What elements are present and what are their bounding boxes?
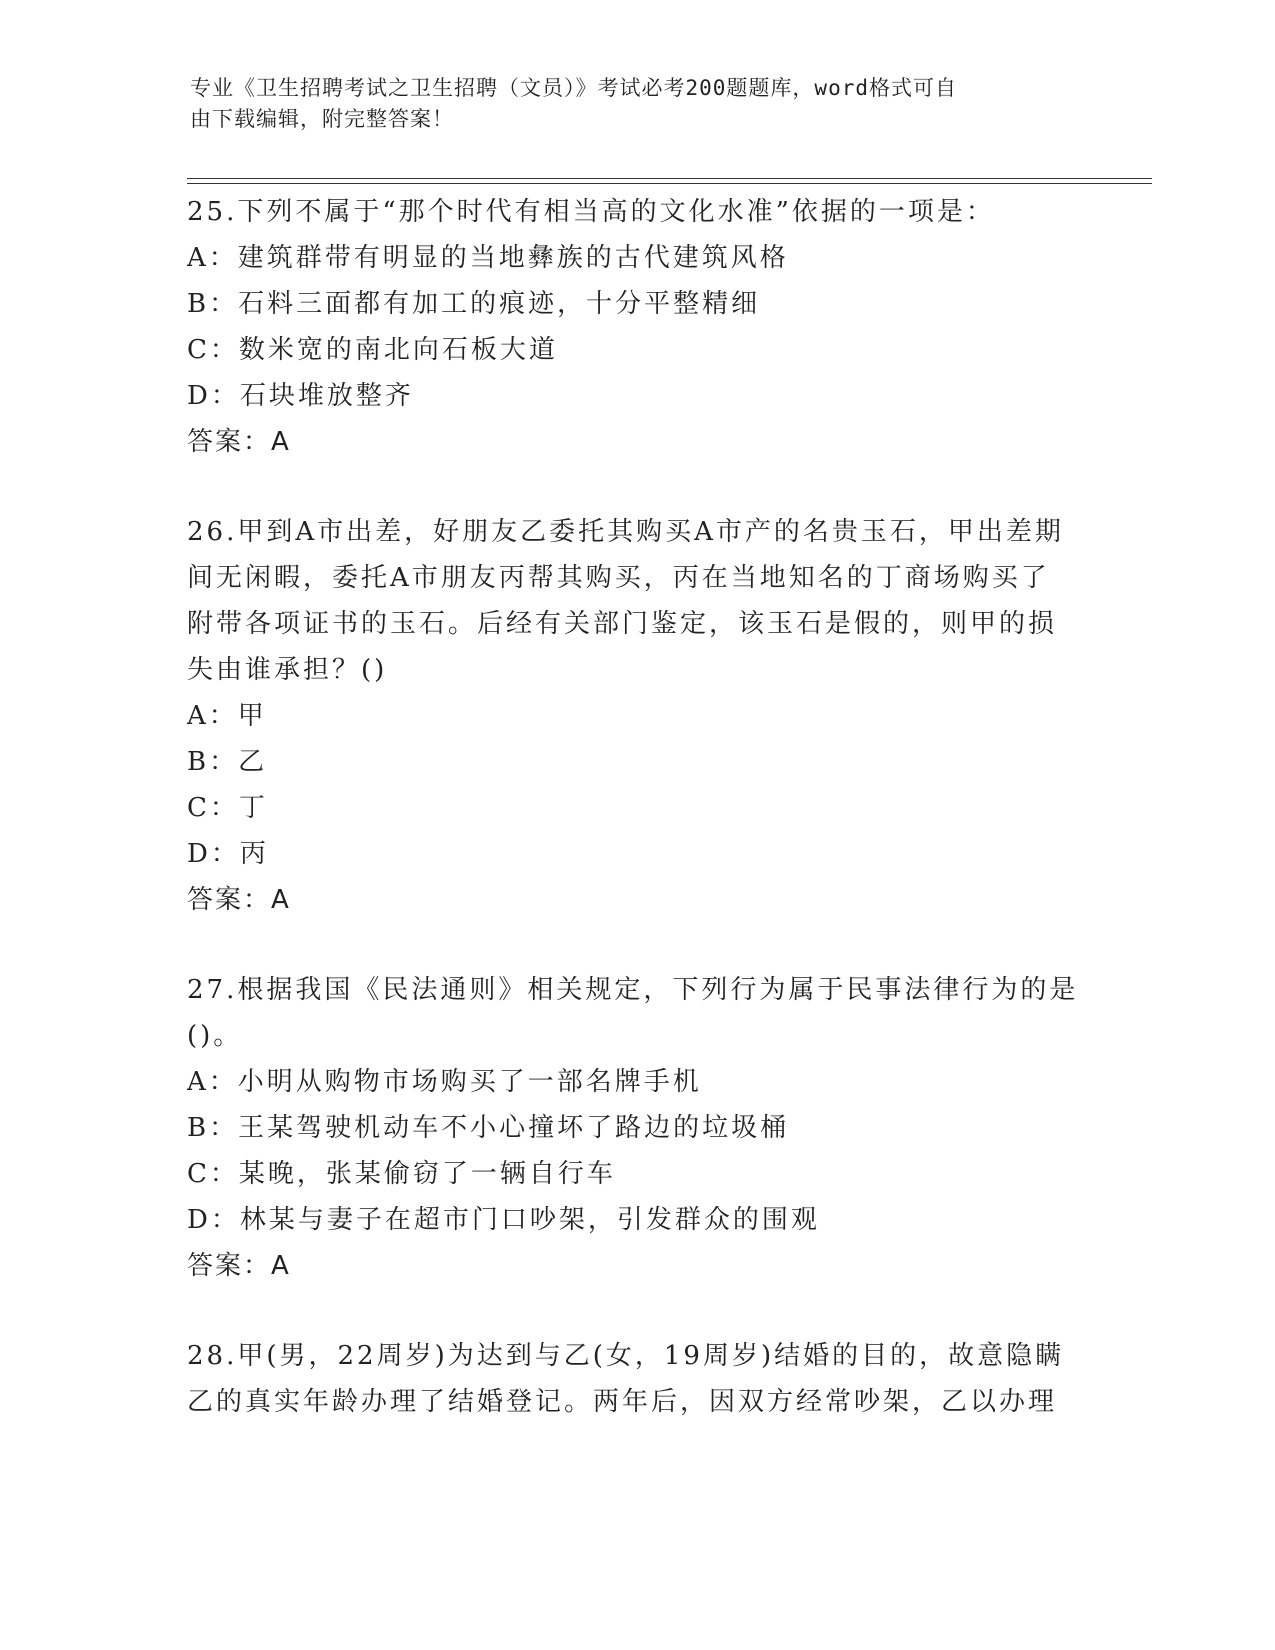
answer-line: 答案：A xyxy=(187,1251,291,1281)
question-27 xyxy=(187,967,1087,1289)
stem-line: 27.根据我国《民法通则》相关规定，下列行为属于民事法律行为的是 xyxy=(187,975,1079,1005)
question-stem xyxy=(187,189,1087,235)
question-stem xyxy=(187,1333,1087,1425)
question-stem xyxy=(187,967,1087,1059)
stem-line: ()。 xyxy=(187,1021,243,1051)
option-d: D：石块堆放整齐 xyxy=(187,381,414,411)
header-divider xyxy=(187,183,1152,184)
option-d: D：林某与妻子在超市门口吵架，引发群众的围观 xyxy=(187,1205,820,1235)
option-a: A：小明从购物市场购买了一部名牌手机 xyxy=(187,1067,702,1097)
stem-line: 附带各项证书的玉石。后经有关部门鉴定，该玉石是假的，则甲的损 xyxy=(187,609,1058,639)
question-28 xyxy=(187,1333,1087,1425)
option-b: B：乙 xyxy=(187,747,268,777)
answer-line: 答案：A xyxy=(187,885,291,915)
option-c: C：数米宽的南北向石板大道 xyxy=(187,335,558,365)
question-25 xyxy=(187,189,1087,465)
question-26 xyxy=(187,509,1087,923)
stem-line: 乙的真实年龄办理了结婚登记。两年后，因双方经常吵架，乙以办理 xyxy=(187,1387,1058,1417)
question-list xyxy=(187,189,1087,1469)
header-line: 由下载编辑，附完整答案！ xyxy=(190,107,454,131)
question-stem xyxy=(187,509,1087,693)
header-line: 专业《卫生招聘考试之卫生招聘（文员）》考试必考200题题库，word格式可自 xyxy=(190,76,957,100)
option-d: D：丙 xyxy=(187,839,269,869)
document-header xyxy=(190,73,1070,135)
option-b: B：王某驾驶机动车不小心撞坏了路边的垃圾桶 xyxy=(187,1113,790,1143)
option-c: C：丁 xyxy=(187,793,268,823)
stem-line: 失由谁承担？() xyxy=(187,655,388,685)
stem-line: 25.下列不属于“那个时代有相当高的文化水准”依据的一项是： xyxy=(187,197,995,227)
option-b: B：石料三面都有加工的痕迹，十分平整精细 xyxy=(187,289,761,319)
option-a: A：建筑群带有明显的当地彝族的古代建筑风格 xyxy=(187,243,789,273)
stem-line: 间无闲暇，委托A市朋友丙帮其购买，丙在当地知名的丁商场购买了 xyxy=(187,563,1050,593)
stem-line: 28.甲(男，22周岁)为达到与乙(女，19周岁)结婚的目的，故意隐瞒 xyxy=(187,1341,1065,1371)
option-a: A：甲 xyxy=(187,701,267,731)
header-divider xyxy=(187,178,1152,179)
stem-line: 26.甲到A市出差，好朋友乙委托其购买A市产的名贵玉石，甲出差期 xyxy=(187,517,1064,547)
answer-line: 答案：A xyxy=(187,427,291,457)
option-c: C：某晚，张某偷窃了一辆自行车 xyxy=(187,1159,616,1189)
